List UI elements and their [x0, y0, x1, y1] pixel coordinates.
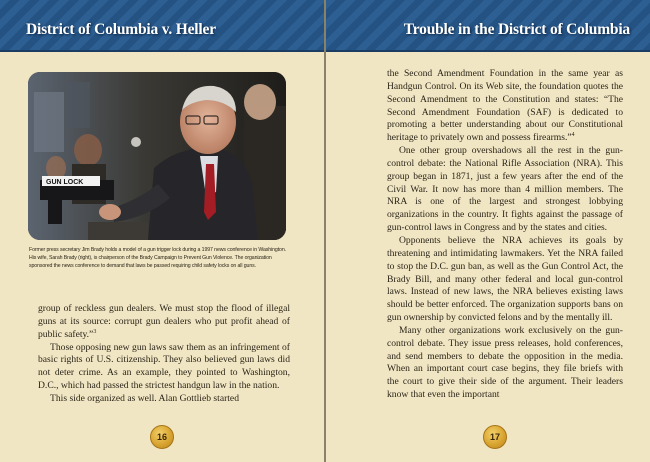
page-number-17: 17 [483, 425, 507, 449]
right-page-header [326, 0, 650, 52]
left-page-header [0, 0, 324, 52]
right-body-text [387, 68, 623, 402]
right-paragraph-2: One other group overshadows all the rest in the gun-control debate: the National Rifle Association (NRA). This group began in 1871, just a few years after the end of the Civil War. It now has more than 4 million members. The NRA is one of the largest and strongest lobbying organizations in the country. It fights against the passage of gun-control laws in Congress and by the states and cities. [387, 145, 623, 234]
photo-caption: Former press secretary Jim Brady holds a model of a gun trigger lock during a 1997 news conference in Washington. His wife, Sarah Brady (right), is chairperson of the Brady Campaign to Prevent Gun Violence. The organization sponsored the news conference to demand that laws be passed requiring child safety locks on all guns. [29, 247, 286, 270]
page-number-16: 16 [150, 425, 174, 449]
left-paragraph-3: This side organized as well. Alan Gottlieb started [50, 392, 239, 404]
endnote-marker-4: 4 [571, 132, 575, 139]
left-body-text [38, 303, 290, 406]
gun-lock-label: GUN LOCK [46, 179, 84, 186]
left-paragraph-2: Those opposing new gun laws saw them as an infringement of basic rights of U.S. citizenship. They also believed gun laws did not deter crime. As an example, they pointed to Washington, D.C., which had passed the strictest handgun law in the nation. [38, 341, 290, 392]
right-paragraph-4: Many other organizations work exclusively on the gun-control debate. They issue press releases, hold conferences, and send members to debate the opposition in the media. When an important court case begins, they file briefs with the court to give their side of the argument. Their leaders know that even the important [387, 324, 623, 401]
endnote-marker-3: 3 [93, 328, 97, 335]
right-paragraph-1-text: the Second Amendment Foundation in the same year as Handgun Control. On its Web site, the foundation quotes the Second Amendment to the Constitution and states: “The Second Amendment Foundation (SAF) is dedicated to promoting a better understanding about our Constitutional heritage to privately own and possess firearms.” [387, 68, 623, 144]
left-page [0, 0, 324, 462]
left-header-title: District of Columbia v. Heller [26, 21, 216, 38]
left-paragraph-1-text: group of reckless gun dealers. We must stop the flood of illegal guns at its source: corrupt gun dealers who put profit ahead of public safety.” [38, 303, 290, 340]
right-header-title: Trouble in the District of Columbia [403, 21, 630, 38]
news-conference-photo [28, 72, 286, 240]
right-paragraph-3: Opponents believe the NRA achieves its goals by threatening and intimidating lawmakers. Yet the NRA failed to stop the D.C. gun ban, as well as the Gun Control Act, the Brady Bill, and many other federal and local gun-control laws. Instead of new laws, the NRA believes existing laws should be better enforced. The organization supports bans on gun ownership by convicted felons and by the mentally ill. [387, 234, 623, 324]
right-page [326, 0, 650, 462]
left-paragraph-1 [38, 303, 290, 342]
right-paragraph-1 [387, 68, 623, 145]
photo-illustration [28, 72, 286, 240]
